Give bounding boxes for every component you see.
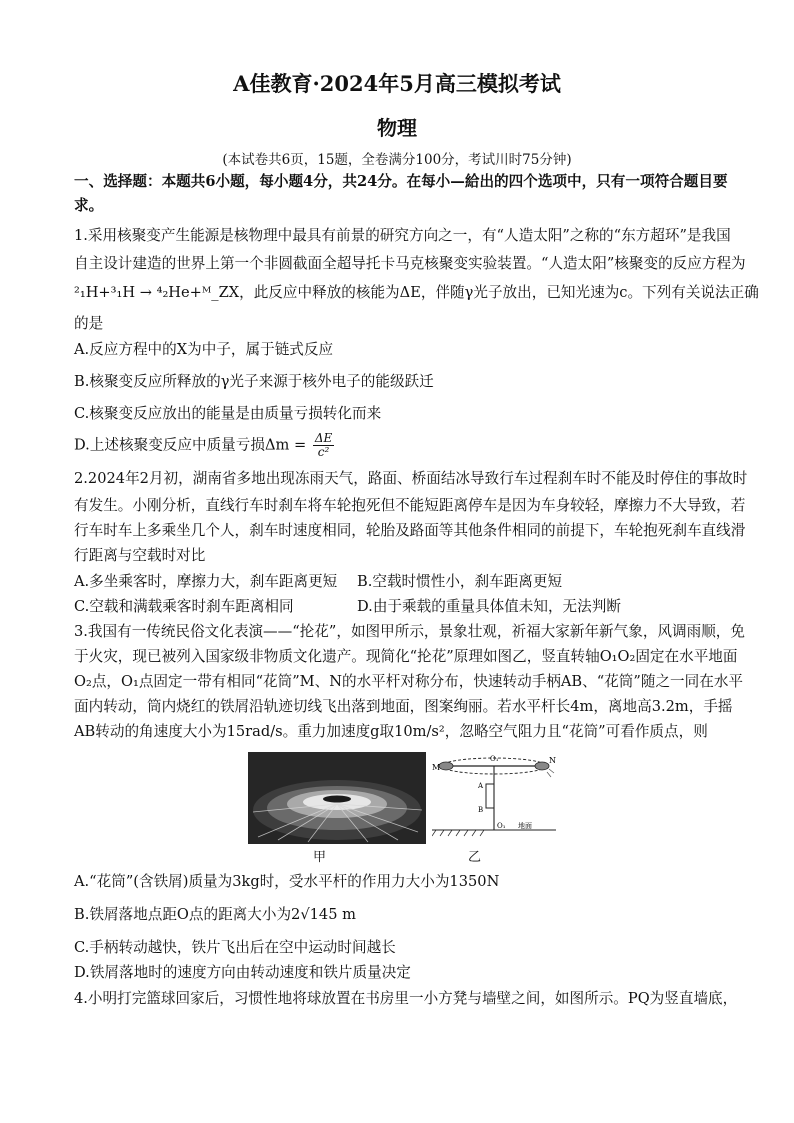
q3-line5: AB转动的角速度大小为15rad/s。重力加速度g取10m/s²，忽略空气阻力且“花筒”可看作质点，则 bbox=[74, 723, 708, 740]
q3-line1: 3.我国有一传统民俗文化表演——“抡花”，如图甲所示，景象壮观，祈福大家新年新气象，风调雨顺，免 bbox=[74, 623, 745, 640]
fire-spin-photo bbox=[248, 752, 426, 844]
q1-line4: 的是 bbox=[74, 315, 104, 332]
q1-option-c: C.核聚变反应放出的能量是由质量亏损转化而来 bbox=[74, 405, 382, 422]
q2-option-b: B.空载时惯性小，刹车距离更短 bbox=[357, 573, 563, 590]
label-ground: 地面 bbox=[518, 822, 532, 830]
section-heading-line1: 一、选择题：本题共6小题，每小题4分，共24分。在每小—給出的四个选项中，只有一项符合题目要 bbox=[74, 173, 728, 190]
label-b: B bbox=[478, 806, 484, 814]
fraction-numerator: ΔE bbox=[314, 431, 333, 445]
rotation-diagram bbox=[432, 750, 556, 842]
figure-caption-yi: 乙 bbox=[468, 850, 482, 865]
exam-note: (本试卷共6页，15题，全卷满分100分，考试川时75分钟) bbox=[222, 152, 572, 168]
q3-line3: O₂点，O₁点固定一带有相同“花筒”M、N的水平杆对称分布，快速转动手柄AB、“花筒”随之一同在水平 bbox=[74, 673, 744, 690]
q3-option-d: D.铁屑落地时的速度方向由转动速度和铁片质量决定 bbox=[74, 964, 411, 981]
q2-option-a: A.多坐乘客时，摩擦力大，刹车距离更短 bbox=[74, 573, 338, 590]
label-n: N bbox=[549, 756, 556, 765]
q1-option-d-text: D.上述核聚变反应中质量亏损Δm = bbox=[74, 436, 307, 454]
section-heading-line2: 求。 bbox=[74, 197, 104, 214]
q2-option-c: C.空载和满载乘客时刹车距离相同 bbox=[74, 598, 294, 615]
rotation-diagram-svg bbox=[432, 750, 556, 842]
label-a: A bbox=[478, 782, 484, 790]
label-o2: O₁ bbox=[497, 822, 506, 830]
label-o1: O₁ bbox=[490, 755, 499, 763]
q3-line2: 于火灾，现已被列入国家级非物质文化遗产。现简化“抡花”原理如图乙，竖直转轴O₁O₂固定在水平地面 bbox=[74, 648, 738, 665]
q3-option-b: B.铁屑落地点距O点的距离大小为2√145 m bbox=[74, 906, 356, 923]
mass-defect-fraction bbox=[313, 432, 334, 459]
q2-line1: 2.2024年2月初，湖南省多地出现冻雨天气，路面、桥面结冰导致行车过程刹车时不能及时停住的事故时 bbox=[74, 470, 748, 487]
q2-line4: 行距离与空载时对比 bbox=[74, 547, 206, 564]
q2-line3: 行车时车上多乘坐几个人，刹车时速度相同，轮胎及路面等其他条件相同的前提下，车轮抱死刹车直线滑 bbox=[74, 522, 746, 539]
fire-spin-photo-image bbox=[248, 752, 426, 844]
q3-line4: 面内转动，筒内烧红的铁屑沿轨迹切线飞出落到地面，图案绚丽。若水平杆长4m，离地高3.2m，手摇 bbox=[74, 698, 733, 715]
fraction-denominator: c² bbox=[317, 445, 330, 459]
q1-option-d bbox=[74, 432, 334, 459]
q1-option-b: B.核聚变反应所释放的γ光子来源于核外电子的能级跃迁 bbox=[74, 373, 434, 390]
q1-line2: 自主设计建造的世界上第一个非圆截面全超导托卡马克核聚变实验装置。“人造太阳”核聚变的反应方程为 bbox=[74, 255, 746, 272]
exam-title: A佳教育·2024年5月高三模拟考试 bbox=[233, 71, 561, 96]
q1-line1: 1.采用核聚变产生能源是核物理中最具有前景的研究方向之一，有“人造太阳”之称的“东方超环”是我国 bbox=[74, 227, 731, 244]
q1-option-a: A.反应方程中的X为中子，属于链式反应 bbox=[74, 341, 334, 358]
q4-line1: 4.小明打完篮球回家后，习惯性地将球放置在书房里一小方凳与墙壁之间，如图所示。PQ为竖直墙底， bbox=[74, 990, 738, 1007]
figure-caption-jia: 甲 bbox=[313, 850, 327, 865]
q2-option-d: D.由于乘载的重量具体值未知，无法判断 bbox=[357, 598, 621, 615]
q3-option-c: C.手柄转动越快，铁片飞出后在空中运动时间越长 bbox=[74, 939, 396, 956]
q1-equation-line: ²₁H+³₁H → ⁴₂He+ᴹ_ZX，此反应中释放的核能为ΔE，伴随γ光子放出，已知光速为c。下列有关说法正确 bbox=[74, 284, 759, 301]
subject-title: 物理 bbox=[377, 116, 417, 140]
q3-option-a: A.“花筒”(含铁屑)质量为3kg时，受水平杆的作用力大小为1350N bbox=[74, 873, 500, 890]
label-m: M bbox=[432, 763, 441, 772]
q2-line2: 有发生。小刚分析，直线行车时刹车将车轮抱死但不能短距离停车是因为车身较轻，摩擦力不大导致，若 bbox=[74, 497, 746, 514]
